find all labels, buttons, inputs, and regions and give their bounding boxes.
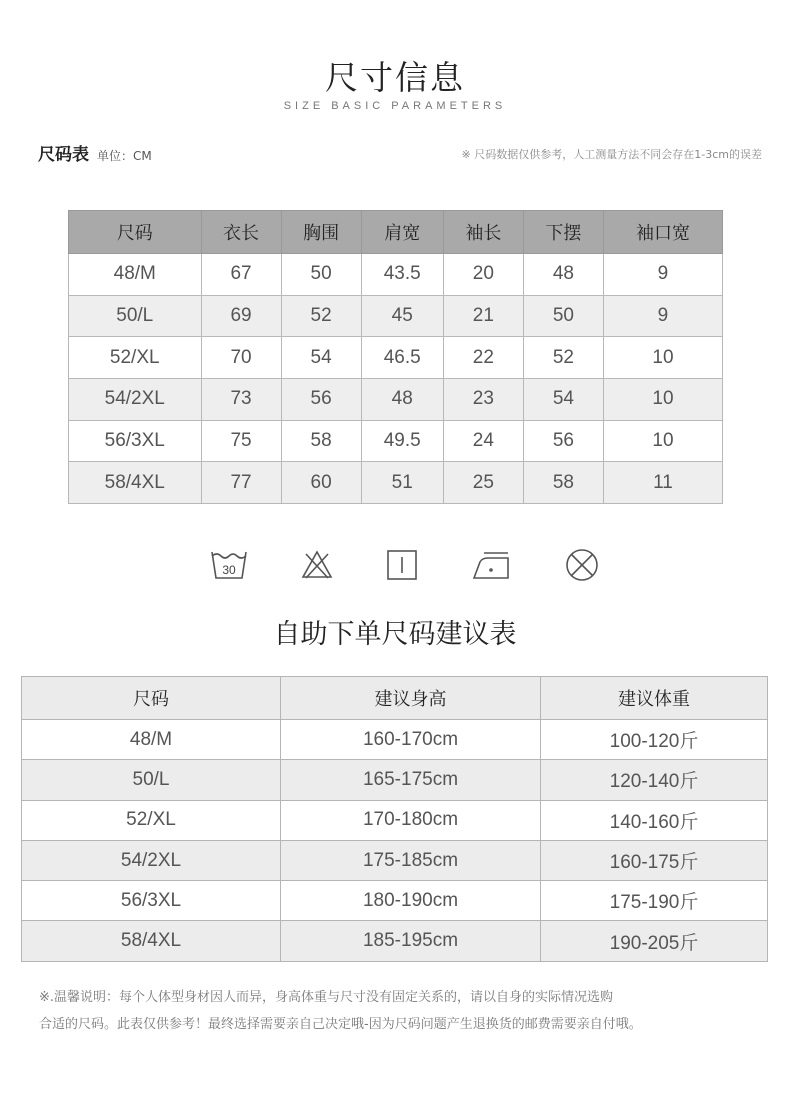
table-row <box>22 921 768 961</box>
table-cell: 58 <box>523 462 603 504</box>
size-table <box>68 210 723 504</box>
table-row <box>69 254 723 296</box>
table-cell: 165-175cm <box>281 760 541 800</box>
table-cell: 75 <box>201 420 281 462</box>
table-cell: 69 <box>201 295 281 337</box>
size-chart-label: 尺码表 <box>38 145 89 165</box>
table-cell: 70 <box>201 337 281 379</box>
table-cell: 9 <box>603 295 722 337</box>
no-bleach-icon <box>300 548 334 582</box>
table-row <box>69 462 723 504</box>
note-line-1: ※.温馨说明：每个人体型身材因人而异，身高体重与尺寸没有固定关系的，请以自身的实际情况选购 <box>39 990 614 1005</box>
table-row <box>22 760 768 800</box>
table-cell: 46.5 <box>361 337 443 379</box>
table-cell: 50/L <box>69 295 202 337</box>
page-title: 尺寸信息 <box>325 58 465 97</box>
table-cell: 140-160斤 <box>541 800 768 840</box>
table-cell: 25 <box>443 462 523 504</box>
table-cell: 58/4XL <box>22 921 281 961</box>
wash-30-icon <box>210 548 248 582</box>
table-cell: 51 <box>361 462 443 504</box>
table-cell: 11 <box>603 462 722 504</box>
weight-col-header: 建议体重 <box>541 677 768 720</box>
height-col-header: 建议身高 <box>281 677 541 720</box>
size-col-header: 尺码 <box>22 677 281 720</box>
table-cell: 48/M <box>69 254 202 296</box>
table-row <box>69 295 723 337</box>
table-row <box>22 800 768 840</box>
table-row <box>22 840 768 880</box>
table-cell: 67 <box>201 254 281 296</box>
table-cell: 52 <box>281 295 361 337</box>
table-cell: 50/L <box>22 760 281 800</box>
wash-temp-label: 30 <box>222 563 236 577</box>
table-cell: 160-170cm <box>281 720 541 760</box>
table-cell: 20 <box>443 254 523 296</box>
unit-label: 单位：CM <box>97 149 152 163</box>
sleeve-col-header: 袖长 <box>443 211 523 254</box>
table-cell: 52/XL <box>69 337 202 379</box>
table-cell: 49.5 <box>361 420 443 462</box>
table-cell: 48 <box>361 379 443 421</box>
table-cell: 60 <box>281 462 361 504</box>
warm-tips-note <box>39 984 769 1038</box>
table-cell: 10 <box>603 420 722 462</box>
size-chart-label-group <box>38 140 152 165</box>
table-cell: 58 <box>281 420 361 462</box>
page-subtitle: SIZE BASIC PARAMETERS <box>283 100 507 112</box>
table-cell: 52/XL <box>22 800 281 840</box>
hem-col-header: 下摆 <box>523 211 603 254</box>
table-cell: 50 <box>523 295 603 337</box>
table-cell: 56 <box>523 420 603 462</box>
size-col-header: 尺码 <box>69 211 202 254</box>
table-cell: 10 <box>603 337 722 379</box>
table-cell: 24 <box>443 420 523 462</box>
table-cell: 73 <box>201 379 281 421</box>
table-cell: 185-195cm <box>281 921 541 961</box>
table-cell: 9 <box>603 254 722 296</box>
table-cell: 54/2XL <box>22 840 281 880</box>
care-icons-row <box>210 545 600 585</box>
table-row <box>69 420 723 462</box>
table-cell: 100-120斤 <box>541 720 768 760</box>
table-row <box>22 720 768 760</box>
chest-col-header: 胸围 <box>281 211 361 254</box>
table-cell: 120-140斤 <box>541 760 768 800</box>
table-cell: 52 <box>523 337 603 379</box>
length-col-header: 衣长 <box>201 211 281 254</box>
table-cell: 180-190cm <box>281 881 541 921</box>
table-cell: 54 <box>281 337 361 379</box>
table-cell: 175-190斤 <box>541 881 768 921</box>
suggestion-table <box>21 676 768 962</box>
shoulder-col-header: 肩宽 <box>361 211 443 254</box>
no-dry-clean-icon <box>564 547 600 583</box>
table-cell: 56/3XL <box>22 881 281 921</box>
suggestion-title: 自助下单尺码建议表 <box>273 619 517 650</box>
table-cell: 23 <box>443 379 523 421</box>
table-cell: 54/2XL <box>69 379 202 421</box>
table-cell: 54 <box>523 379 603 421</box>
table-cell: 21 <box>443 295 523 337</box>
table-cell: 175-185cm <box>281 840 541 880</box>
table-row <box>22 881 768 921</box>
tumble-dry-icon <box>386 548 418 582</box>
table-cell: 48/M <box>22 720 281 760</box>
size-table-header-row <box>69 211 723 254</box>
table-cell: 160-175斤 <box>541 840 768 880</box>
table-row <box>69 337 723 379</box>
table-cell: 22 <box>443 337 523 379</box>
table-cell: 50 <box>281 254 361 296</box>
suggestion-header-row <box>22 677 768 720</box>
table-cell: 77 <box>201 462 281 504</box>
table-cell: 170-180cm <box>281 800 541 840</box>
measurement-disclaimer: ※ 尺码数据仅供参考，人工测量方法不同会存在1-3cm的误差 <box>461 148 762 161</box>
table-cell: 10 <box>603 379 722 421</box>
table-cell: 45 <box>361 295 443 337</box>
cuff-col-header: 袖口宽 <box>603 211 722 254</box>
table-cell: 56/3XL <box>69 420 202 462</box>
iron-low-icon <box>470 548 512 582</box>
table-cell: 43.5 <box>361 254 443 296</box>
note-line-2: 合适的尺码。此表仅供参考！最终选择需要亲自己决定哦-因为尺码问题产生退换货的邮费需要亲自付哦。 <box>39 1017 642 1032</box>
table-cell: 190-205斤 <box>541 921 768 961</box>
table-cell: 56 <box>281 379 361 421</box>
table-cell: 48 <box>523 254 603 296</box>
table-cell: 58/4XL <box>69 462 202 504</box>
table-row <box>69 379 723 421</box>
